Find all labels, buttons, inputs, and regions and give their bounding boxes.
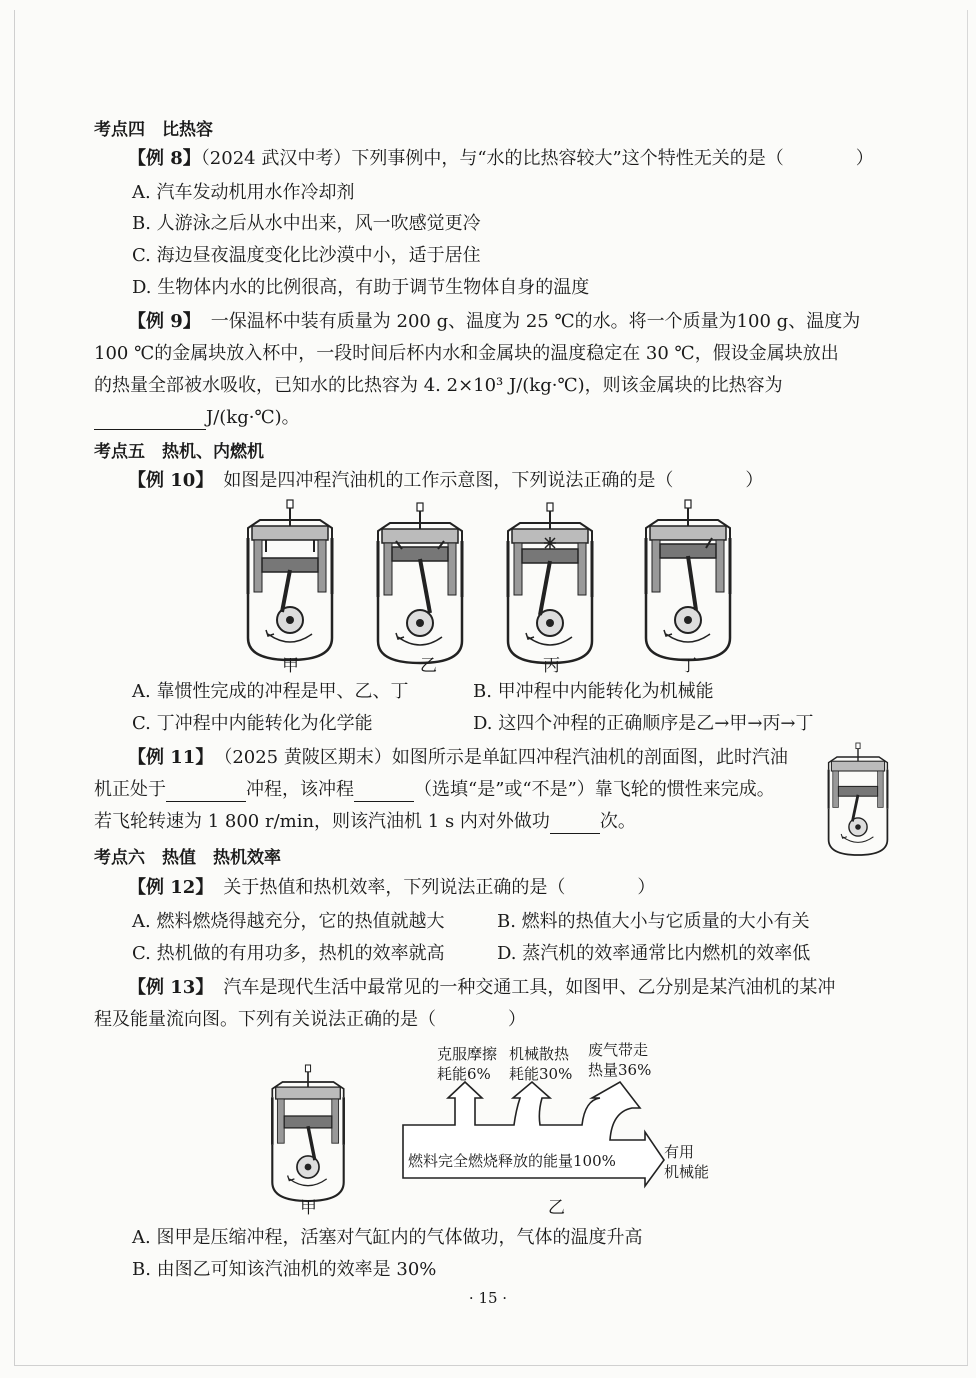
engine-label-bing: 丙 — [543, 656, 560, 676]
example-10-option-d: D. 这四个冲程的正确顺序是乙→甲→丙→丁 — [473, 713, 814, 734]
example-12-option-b: B. 燃料的热值大小与它质量的大小有关 — [497, 911, 810, 932]
page-number: · 15 · — [468, 1289, 508, 1307]
example-13-line-2: 程及能量流向图。下列有关说法正确的是（ ） — [94, 1009, 526, 1030]
example-12-option-d: D. 蒸汽机的效率通常比内燃机的效率低 — [497, 943, 811, 964]
flow-loss-heat-b: 耗能30% — [509, 1065, 573, 1083]
flow-loss-exhaust-a: 废气带走 — [588, 1041, 649, 1059]
answer-blank — [166, 783, 246, 802]
example-11-text-3b: 次。 — [599, 811, 636, 832]
example-11-text-1: （2025 黄陂区期末）如图所示是单缸四冲程汽油机的剖面图，此时汽油 — [223, 747, 788, 768]
engine-ding — [646, 500, 730, 660]
flow-loss-friction-a: 克服摩擦 — [437, 1045, 498, 1063]
example-8-option-d: D. 生物体内水的比例很高，有助于调节生物体自身的温度 — [132, 277, 590, 298]
example-11-line-3 — [94, 810, 636, 834]
example-9-line-2: 100 ℃的金属块放入杯中，一段时间后杯内水和金属块的温度稳定在 30 ℃，假设金属块放出 — [94, 343, 839, 364]
engine-label-ding: 丁 — [680, 656, 697, 676]
section-title-5: 考点五 热机、内燃机 — [94, 442, 264, 462]
answer-blank — [550, 815, 600, 834]
example-12-option-c: C. 热机做的有用功多，热机的效率就高 — [132, 943, 445, 964]
figure-label-yi: 乙 — [548, 1198, 565, 1218]
example-10-tag: 【例 10】 — [128, 470, 214, 491]
example-13-line-1 — [128, 976, 835, 1000]
example-9-text-1: 一保温杯中装有质量为 200 g、温度为 25 ℃的水。将一个质量为100 g、温度为 — [210, 311, 861, 332]
example-12-tag: 【例 12】 — [128, 877, 214, 898]
example-10-option-c: C. 丁冲程中内能转化为化学能 — [132, 713, 373, 734]
answer-blank — [354, 783, 414, 802]
example-11-text-2a: 机正处于 — [94, 779, 166, 800]
engine-yi — [378, 503, 462, 663]
section-title-4: 考点四 比热容 — [94, 120, 213, 140]
flow-useful-a: 有用 — [664, 1143, 695, 1161]
example-13-tag: 【例 13】 — [128, 977, 214, 998]
example-10-option-a: A. 靠惯性完成的冲程是甲、乙、丁 — [132, 681, 409, 702]
example-11-tag: 【例 11】 — [128, 747, 214, 768]
flow-loss-heat-a: 机械散热 — [509, 1045, 570, 1063]
engine-example-11 — [829, 743, 888, 855]
example-11-line-1 — [128, 746, 788, 770]
flow-main-energy: 燃料完全燃烧释放的能量100% — [408, 1152, 616, 1170]
example-12-question: 关于热值和热机效率，下列说法正确的是（ ） — [223, 877, 656, 898]
example-8-option-c: C. 海边昼夜温度变化比沙漠中小，适于居住 — [132, 245, 481, 266]
engine-label-jia: 甲 — [282, 656, 299, 676]
figure-label-jia: 甲 — [300, 1198, 317, 1218]
example-11-text-3a: 若飞轮转速为 1 800 r/min，则该汽油机 1 s 内对外做功 — [94, 811, 550, 832]
engine-bing — [508, 503, 592, 663]
flow-useful-b: 机械能 — [664, 1163, 710, 1181]
flow-loss-exhaust-b: 热量36% — [588, 1061, 652, 1079]
example-12-option-a: A. 燃料燃烧得越充分，它的热值就越大 — [132, 911, 445, 932]
engine-jia — [248, 500, 332, 660]
example-10-option-b: B. 甲冲程中内能转化为机械能 — [473, 681, 714, 702]
example-11-text-2c: （选填“是”或“不是”）靠飞轮的惯性来完成。 — [414, 779, 775, 800]
section-title-6: 考点六 热值 热机效率 — [94, 848, 281, 868]
flow-loss-friction-b: 耗能6% — [437, 1065, 491, 1083]
example-13-option-a: A. 图甲是压缩冲程，活塞对气缸内的气体做功，气体的温度升高 — [132, 1227, 643, 1248]
example-9-tag: 【例 9】 — [128, 311, 201, 332]
example-10-question: 如图是四冲程汽油机的工作示意图，下列说法正确的是（ ） — [223, 470, 764, 491]
example-11-text-2b: 冲程，该冲程 — [246, 779, 354, 800]
example-11-line-2 — [94, 778, 775, 802]
engine-label-yi: 乙 — [420, 656, 437, 676]
engine-example-13 — [272, 1065, 343, 1201]
example-8-tag: 【例 8】 — [128, 148, 201, 169]
example-9-unit: J/(kg·℃)。 — [206, 407, 300, 428]
example-13-text-1: 汽车是现代生活中最常见的一种交通工具，如图甲、乙分别是某汽油机的某冲 — [223, 977, 836, 998]
example-12-stem — [128, 876, 655, 900]
example-9-line-3: 的热量全部被水吸收，已知水的比热容为 4. 2×10³ J/(kg·℃)，则该金属块的比热容为 — [94, 375, 783, 396]
example-13-option-b: B. 由图乙可知该汽油机的效率是 30% — [132, 1259, 437, 1280]
example-8-option-b: B. 人游泳之后从水中出来，风一吹感觉更冷 — [132, 213, 481, 234]
example-8-question: （2024 武汉中考）下列事例中，与“水的比热容较大”这个特性无关的是（ ） — [200, 148, 874, 169]
example-8-option-a: A. 汽车发动机用水作冷却剂 — [132, 182, 355, 203]
